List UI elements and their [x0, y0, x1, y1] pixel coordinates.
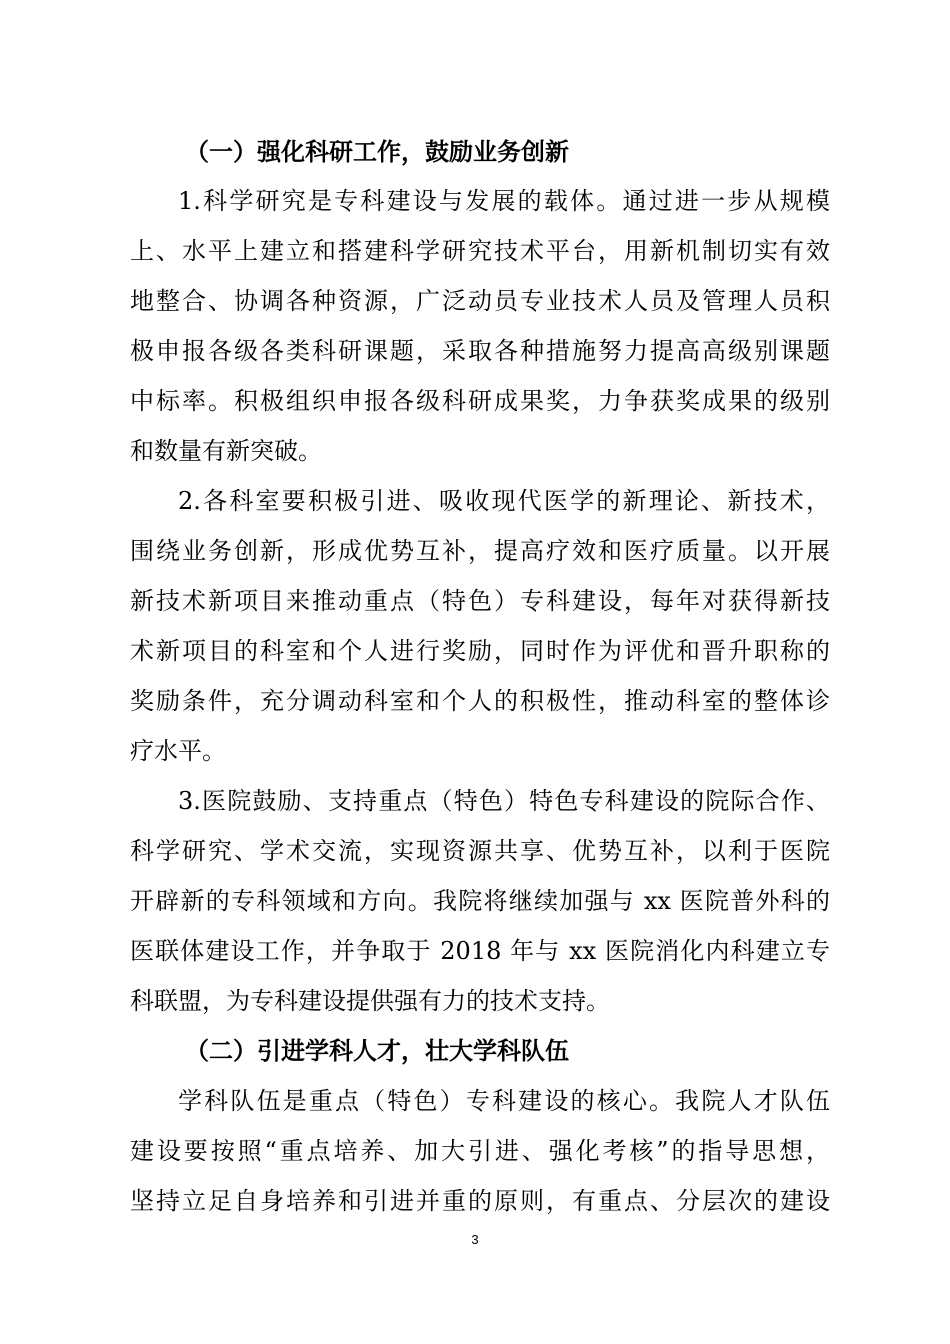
paragraph-line: 疗水平。: [130, 737, 226, 765]
section-heading-1: （一）强化科研工作，鼓励业务创新: [185, 138, 569, 166]
paragraph-line: 和数量有新突破。: [130, 437, 322, 465]
paragraph-line: 科联盟，为专科建设提供强有力的技术支持。: [130, 987, 610, 1015]
paragraph-line: 新技术新项目来推动重点（特色）专科建设，每年对获得新技: [130, 587, 830, 615]
paragraph-line: 中标率。积极组织申报各级科研成果奖，力争获奖成果的级别: [130, 387, 830, 415]
paragraph-line: 极申报各级各类科研课题，采取各种措施努力提高高级别课题: [130, 337, 830, 365]
paragraph-line: 科学研究、学术交流，实现资源共享、优势互补，以利于医院: [130, 837, 830, 865]
paragraph-line: 上、水平上建立和搭建科学研究技术平台，用新机制切实有效: [130, 237, 830, 265]
paragraph-line: 3.医院鼓励、支持重点（特色）特色专科建设的院际合作、: [178, 787, 830, 815]
paragraph-line: 术新项目的科室和个人进行奖励，同时作为评优和晋升职称的: [130, 637, 830, 665]
paragraph-line: 奖励条件，充分调动科室和个人的积极性，推动科室的整体诊: [130, 687, 830, 715]
paragraph-line: 1.科学研究是专科建设与发展的载体。通过进一步从规模: [178, 187, 830, 215]
paragraph-line: 学科队伍是重点（特色）专科建设的核心。我院人才队伍: [178, 1087, 830, 1115]
paragraph-line: 医联体建设工作，并争取于 2018 年与 xx 医院消化内科建立专: [130, 937, 830, 965]
paragraph-line: 建设要按照“重点培养、加大引进、强化考核”的指导思想，: [130, 1137, 830, 1165]
paragraph-line: 坚持立足自身培养和引进并重的原则，有重点、分层次的建设: [130, 1187, 830, 1215]
page-number: 3: [471, 1232, 479, 1247]
paragraph-line: 2.各科室要积极引进、吸收现代医学的新理论、新技术，: [178, 487, 830, 515]
paragraph-line: 围绕业务创新，形成优势互补，提高疗效和医疗质量。以开展: [130, 537, 830, 565]
paragraph-line: 开辟新的专科领域和方向。我院将继续加强与 xx 医院普外科的: [130, 887, 830, 915]
section-heading-2: （二）引进学科人才，壮大学科队伍: [185, 1037, 569, 1065]
paragraph-line: 地整合、协调各种资源，广泛动员专业技术人员及管理人员积: [130, 287, 830, 315]
